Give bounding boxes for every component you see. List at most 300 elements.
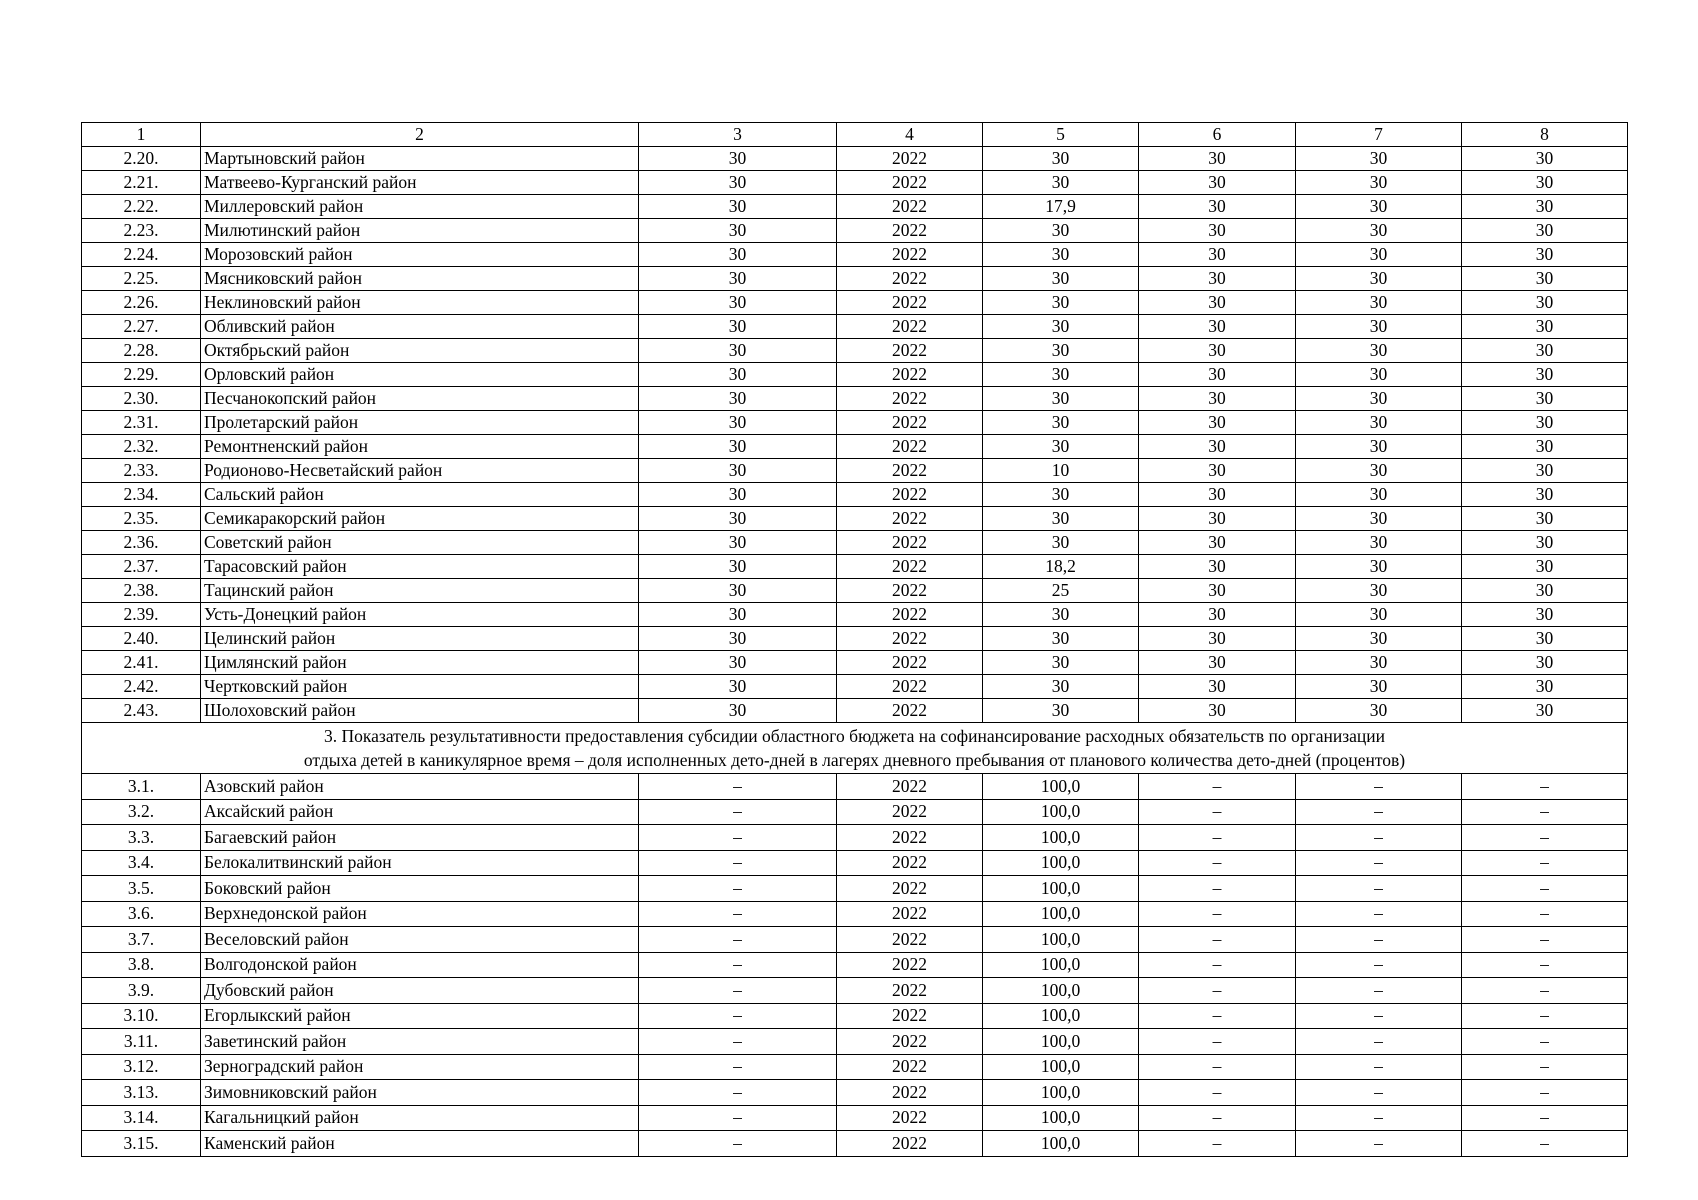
col-7-value: 30 [1296, 507, 1462, 531]
col-6-value: 30 [1139, 531, 1296, 555]
district-name: Аксайский район [201, 799, 639, 825]
col-5-value: 30 [983, 315, 1139, 339]
col-5-value: 100,0 [983, 1080, 1139, 1106]
col-header-5: 5 [983, 123, 1139, 147]
col-5-value: 30 [983, 651, 1139, 675]
col-8-value: – [1462, 799, 1628, 825]
district-name: Волгодонской район [201, 952, 639, 978]
year: 2022 [837, 531, 983, 555]
col-7-value: – [1296, 1029, 1462, 1055]
col-7-value: – [1296, 978, 1462, 1004]
col-8-value: 30 [1462, 267, 1628, 291]
row-number: 2.43. [82, 699, 201, 723]
col-6-value: – [1139, 1003, 1296, 1029]
district-name: Мартыновский район [201, 147, 639, 171]
district-name: Зимовниковский район [201, 1080, 639, 1106]
col-3-value: 30 [639, 267, 837, 291]
col-3-value: 30 [639, 339, 837, 363]
col-5-value: 30 [983, 483, 1139, 507]
col-3-value: 30 [639, 579, 837, 603]
year: 2022 [837, 507, 983, 531]
col-5-value: 30 [983, 387, 1139, 411]
col-6-value: – [1139, 1131, 1296, 1157]
row-number: 2.36. [82, 531, 201, 555]
col-7-value: – [1296, 799, 1462, 825]
col-5-value: 30 [983, 627, 1139, 651]
col-7-value: 30 [1296, 603, 1462, 627]
district-name: Мясниковский район [201, 267, 639, 291]
district-name: Верхнедонской район [201, 901, 639, 927]
col-5-value: 18,2 [983, 555, 1139, 579]
col-5-value: 17,9 [983, 195, 1139, 219]
row-number: 2.39. [82, 603, 201, 627]
district-name: Неклиновский район [201, 291, 639, 315]
col-3-value: 30 [639, 243, 837, 267]
year: 2022 [837, 195, 983, 219]
col-5-value: 100,0 [983, 952, 1139, 978]
col-3-value: – [639, 1105, 837, 1131]
table-row [82, 195, 1628, 219]
col-3-value: 30 [639, 387, 837, 411]
col-3-value: 30 [639, 603, 837, 627]
col-6-value: 30 [1139, 291, 1296, 315]
table-row [82, 1029, 1628, 1055]
row-number: 3.11. [82, 1029, 201, 1055]
col-7-value: 30 [1296, 243, 1462, 267]
col-7-value: – [1296, 901, 1462, 927]
table-row [82, 1131, 1628, 1157]
col-header-1: 1 [82, 123, 201, 147]
district-name: Советский район [201, 531, 639, 555]
col-5-value: 100,0 [983, 1131, 1139, 1157]
district-name: Чертковский район [201, 675, 639, 699]
col-8-value: 30 [1462, 675, 1628, 699]
district-name: Пролетарский район [201, 411, 639, 435]
table-row [82, 1105, 1628, 1131]
row-number: 2.38. [82, 579, 201, 603]
col-5-value: 25 [983, 579, 1139, 603]
district-name: Милютинский район [201, 219, 639, 243]
col-7-value: 30 [1296, 195, 1462, 219]
col-5-value: 100,0 [983, 876, 1139, 902]
col-8-value: 30 [1462, 315, 1628, 339]
col-5-value: 100,0 [983, 774, 1139, 800]
row-number: 3.14. [82, 1105, 201, 1131]
col-7-value: – [1296, 876, 1462, 902]
row-number: 3.7. [82, 927, 201, 953]
indicator-table [81, 122, 1628, 1157]
row-number: 2.21. [82, 171, 201, 195]
row-number: 2.31. [82, 411, 201, 435]
district-name: Целинский район [201, 627, 639, 651]
table-row [82, 876, 1628, 902]
col-3-value: – [639, 1131, 837, 1157]
col-7-value: 30 [1296, 267, 1462, 291]
district-name: Егорлыкский район [201, 1003, 639, 1029]
col-8-value: 30 [1462, 459, 1628, 483]
col-6-value: – [1139, 1054, 1296, 1080]
col-8-value: – [1462, 1003, 1628, 1029]
year: 2022 [837, 799, 983, 825]
col-8-value: – [1462, 1054, 1628, 1080]
year: 2022 [837, 774, 983, 800]
table-row [82, 1080, 1628, 1106]
district-name: Зерноградский район [201, 1054, 639, 1080]
col-3-value: – [639, 978, 837, 1004]
col-6-value: – [1139, 799, 1296, 825]
row-number: 3.5. [82, 876, 201, 902]
col-6-value: – [1139, 952, 1296, 978]
col-3-value: 30 [639, 195, 837, 219]
col-3-value: 30 [639, 363, 837, 387]
table-row [82, 901, 1628, 927]
year: 2022 [837, 1131, 983, 1157]
district-name: Шолоховский район [201, 699, 639, 723]
row-number: 3.1. [82, 774, 201, 800]
year: 2022 [837, 483, 983, 507]
table-row [82, 651, 1628, 675]
col-8-value: 30 [1462, 339, 1628, 363]
year: 2022 [837, 291, 983, 315]
district-name: Обливский район [201, 315, 639, 339]
district-name: Тацинский район [201, 579, 639, 603]
col-5-value: 30 [983, 171, 1139, 195]
year: 2022 [837, 1054, 983, 1080]
col-7-value: 30 [1296, 531, 1462, 555]
col-3-value: 30 [639, 315, 837, 339]
col-8-value: 30 [1462, 411, 1628, 435]
col-5-value: 100,0 [983, 825, 1139, 851]
district-name: Цимлянский район [201, 651, 639, 675]
row-number: 2.37. [82, 555, 201, 579]
row-number: 2.25. [82, 267, 201, 291]
row-number: 2.22. [82, 195, 201, 219]
col-6-value: 30 [1139, 459, 1296, 483]
year: 2022 [837, 219, 983, 243]
col-header-7: 7 [1296, 123, 1462, 147]
col-6-value: 30 [1139, 603, 1296, 627]
col-7-value: 30 [1296, 219, 1462, 243]
row-number: 3.6. [82, 901, 201, 927]
year: 2022 [837, 627, 983, 651]
year: 2022 [837, 952, 983, 978]
year: 2022 [837, 411, 983, 435]
col-3-value: 30 [639, 627, 837, 651]
row-number: 2.30. [82, 387, 201, 411]
col-header-2: 2 [201, 123, 639, 147]
year: 2022 [837, 1003, 983, 1029]
col-3-value: 30 [639, 651, 837, 675]
col-8-value: 30 [1462, 651, 1628, 675]
row-number: 3.2. [82, 799, 201, 825]
col-7-value: – [1296, 1054, 1462, 1080]
col-6-value: 30 [1139, 507, 1296, 531]
col-8-value: 30 [1462, 387, 1628, 411]
row-number: 2.29. [82, 363, 201, 387]
row-number: 2.34. [82, 483, 201, 507]
row-number: 2.40. [82, 627, 201, 651]
table-row [82, 1003, 1628, 1029]
col-7-value: – [1296, 952, 1462, 978]
year: 2022 [837, 363, 983, 387]
col-3-value: 30 [639, 555, 837, 579]
table-row [82, 627, 1628, 651]
district-name: Азовский район [201, 774, 639, 800]
col-7-value: 30 [1296, 675, 1462, 699]
table-row [82, 171, 1628, 195]
col-7-value: – [1296, 1131, 1462, 1157]
col-3-value: – [639, 927, 837, 953]
col-6-value: 30 [1139, 387, 1296, 411]
col-6-value: – [1139, 901, 1296, 927]
col-3-value: 30 [639, 531, 837, 555]
col-6-value: – [1139, 1105, 1296, 1131]
table-row [82, 147, 1628, 171]
row-number: 3.4. [82, 850, 201, 876]
year: 2022 [837, 147, 983, 171]
col-7-value: 30 [1296, 483, 1462, 507]
district-name: Октябрьский район [201, 339, 639, 363]
col-7-value: – [1296, 774, 1462, 800]
col-3-value: 30 [639, 483, 837, 507]
year: 2022 [837, 651, 983, 675]
col-3-value: – [639, 1080, 837, 1106]
col-7-value: 30 [1296, 435, 1462, 459]
col-5-value: 30 [983, 291, 1139, 315]
year: 2022 [837, 243, 983, 267]
col-5-value: 30 [983, 363, 1139, 387]
col-8-value: 30 [1462, 699, 1628, 723]
table-row [82, 291, 1628, 315]
col-8-value: 30 [1462, 603, 1628, 627]
col-3-value: 30 [639, 147, 837, 171]
col-6-value: 30 [1139, 579, 1296, 603]
table-row [82, 339, 1628, 363]
district-name: Каменский район [201, 1131, 639, 1157]
district-name: Веселовский район [201, 927, 639, 953]
row-number: 3.12. [82, 1054, 201, 1080]
district-name: Орловский район [201, 363, 639, 387]
district-name: Родионово-Несветайский район [201, 459, 639, 483]
year: 2022 [837, 555, 983, 579]
row-number: 2.26. [82, 291, 201, 315]
col-5-value: 30 [983, 435, 1139, 459]
col-8-value: 30 [1462, 531, 1628, 555]
col-7-value: 30 [1296, 555, 1462, 579]
col-8-value: – [1462, 825, 1628, 851]
col-7-value: 30 [1296, 579, 1462, 603]
col-8-value: 30 [1462, 243, 1628, 267]
col-7-value: – [1296, 927, 1462, 953]
col-7-value: 30 [1296, 147, 1462, 171]
year: 2022 [837, 387, 983, 411]
col-header-6: 6 [1139, 123, 1296, 147]
col-5-value: 30 [983, 699, 1139, 723]
col-7-value: – [1296, 1105, 1462, 1131]
table-row [82, 483, 1628, 507]
col-6-value: – [1139, 978, 1296, 1004]
col-5-value: 30 [983, 267, 1139, 291]
row-number: 3.3. [82, 825, 201, 851]
row-number: 3.10. [82, 1003, 201, 1029]
col-6-value: – [1139, 927, 1296, 953]
col-3-value: 30 [639, 411, 837, 435]
table-row [82, 555, 1628, 579]
col-6-value: 30 [1139, 555, 1296, 579]
col-3-value: 30 [639, 699, 837, 723]
col-5-value: 30 [983, 507, 1139, 531]
col-8-value: 30 [1462, 195, 1628, 219]
row-number: 2.33. [82, 459, 201, 483]
col-5-value: 30 [983, 675, 1139, 699]
col-8-value: – [1462, 978, 1628, 1004]
col-6-value: 30 [1139, 651, 1296, 675]
col-8-value: – [1462, 1029, 1628, 1055]
row-number: 2.28. [82, 339, 201, 363]
table-row [82, 850, 1628, 876]
col-8-value: – [1462, 1131, 1628, 1157]
col-6-value: 30 [1139, 411, 1296, 435]
table-row [82, 774, 1628, 800]
col-6-value: 30 [1139, 435, 1296, 459]
col-7-value: 30 [1296, 699, 1462, 723]
col-3-value: – [639, 825, 837, 851]
table-row [82, 363, 1628, 387]
col-7-value: – [1296, 825, 1462, 851]
section-3-heading-line-2: отдыха детей в каникулярное время – доля исполненных дето-дней в лагерях дневного пребывания от планового количества дето-дней (процентов) [303, 750, 1406, 770]
district-name: Белокалитвинский район [201, 850, 639, 876]
col-8-value: – [1462, 774, 1628, 800]
col-8-value: 30 [1462, 363, 1628, 387]
col-3-value: – [639, 876, 837, 902]
col-8-value: – [1462, 1105, 1628, 1131]
row-number: 2.35. [82, 507, 201, 531]
row-number: 2.41. [82, 651, 201, 675]
col-6-value: – [1139, 1029, 1296, 1055]
col-8-value: – [1462, 927, 1628, 953]
table-row [82, 952, 1628, 978]
year: 2022 [837, 927, 983, 953]
table-row [82, 315, 1628, 339]
table-row [82, 219, 1628, 243]
col-7-value: – [1296, 850, 1462, 876]
col-3-value: 30 [639, 435, 837, 459]
col-3-value: 30 [639, 171, 837, 195]
col-6-value: 30 [1139, 147, 1296, 171]
col-6-value: 30 [1139, 195, 1296, 219]
table-row [82, 978, 1628, 1004]
col-5-value: 100,0 [983, 901, 1139, 927]
row-number: 2.32. [82, 435, 201, 459]
row-number: 2.42. [82, 675, 201, 699]
col-6-value: 30 [1139, 171, 1296, 195]
col-3-value: 30 [639, 459, 837, 483]
col-7-value: 30 [1296, 171, 1462, 195]
col-5-value: 100,0 [983, 850, 1139, 876]
row-number: 2.24. [82, 243, 201, 267]
year: 2022 [837, 978, 983, 1004]
year: 2022 [837, 435, 983, 459]
col-6-value: 30 [1139, 339, 1296, 363]
year: 2022 [837, 675, 983, 699]
col-5-value: 100,0 [983, 1054, 1139, 1080]
col-7-value: 30 [1296, 339, 1462, 363]
year: 2022 [837, 1080, 983, 1106]
district-name: Усть-Донецкий район [201, 603, 639, 627]
row-number: 2.27. [82, 315, 201, 339]
table-row [82, 699, 1628, 723]
col-8-value: – [1462, 952, 1628, 978]
col-3-value: – [639, 901, 837, 927]
district-name: Ремонтненский район [201, 435, 639, 459]
district-name: Дубовский район [201, 978, 639, 1004]
year: 2022 [837, 171, 983, 195]
col-8-value: 30 [1462, 483, 1628, 507]
district-name: Семикаракорский район [201, 507, 639, 531]
col-5-value: 30 [983, 339, 1139, 363]
district-name: Боковский район [201, 876, 639, 902]
col-3-value: – [639, 1029, 837, 1055]
table-row [82, 603, 1628, 627]
col-6-value: 30 [1139, 315, 1296, 339]
section-3-heading [82, 723, 1628, 774]
col-5-value: 30 [983, 243, 1139, 267]
col-5-value: 30 [983, 147, 1139, 171]
col-6-value: 30 [1139, 699, 1296, 723]
col-8-value: 30 [1462, 507, 1628, 531]
col-8-value: 30 [1462, 171, 1628, 195]
col-3-value: 30 [639, 507, 837, 531]
col-7-value: – [1296, 1080, 1462, 1106]
table-row [82, 927, 1628, 953]
col-5-value: 30 [983, 603, 1139, 627]
district-name: Миллеровский район [201, 195, 639, 219]
col-7-value: 30 [1296, 315, 1462, 339]
col-6-value: 30 [1139, 363, 1296, 387]
table-row [82, 825, 1628, 851]
table-body [82, 123, 1628, 1157]
col-3-value: – [639, 774, 837, 800]
col-5-value: 10 [983, 459, 1139, 483]
col-3-value: 30 [639, 291, 837, 315]
district-name: Багаевский район [201, 825, 639, 851]
col-6-value: 30 [1139, 675, 1296, 699]
district-name: Сальский район [201, 483, 639, 507]
table-row [82, 1054, 1628, 1080]
col-5-value: 100,0 [983, 1105, 1139, 1131]
col-6-value: 30 [1139, 627, 1296, 651]
col-7-value: 30 [1296, 411, 1462, 435]
col-6-value: – [1139, 1080, 1296, 1106]
district-name: Песчанокопский район [201, 387, 639, 411]
col-7-value: 30 [1296, 291, 1462, 315]
col-5-value: 30 [983, 531, 1139, 555]
col-8-value: – [1462, 901, 1628, 927]
col-8-value: 30 [1462, 435, 1628, 459]
table-row [82, 387, 1628, 411]
col-8-value: 30 [1462, 579, 1628, 603]
col-header-3: 3 [639, 123, 837, 147]
row-number: 3.8. [82, 952, 201, 978]
district-name: Заветинский район [201, 1029, 639, 1055]
col-8-value: – [1462, 1080, 1628, 1106]
col-8-value: 30 [1462, 147, 1628, 171]
year: 2022 [837, 459, 983, 483]
col-3-value: – [639, 952, 837, 978]
col-6-value: – [1139, 774, 1296, 800]
table-row [82, 531, 1628, 555]
col-6-value: 30 [1139, 243, 1296, 267]
